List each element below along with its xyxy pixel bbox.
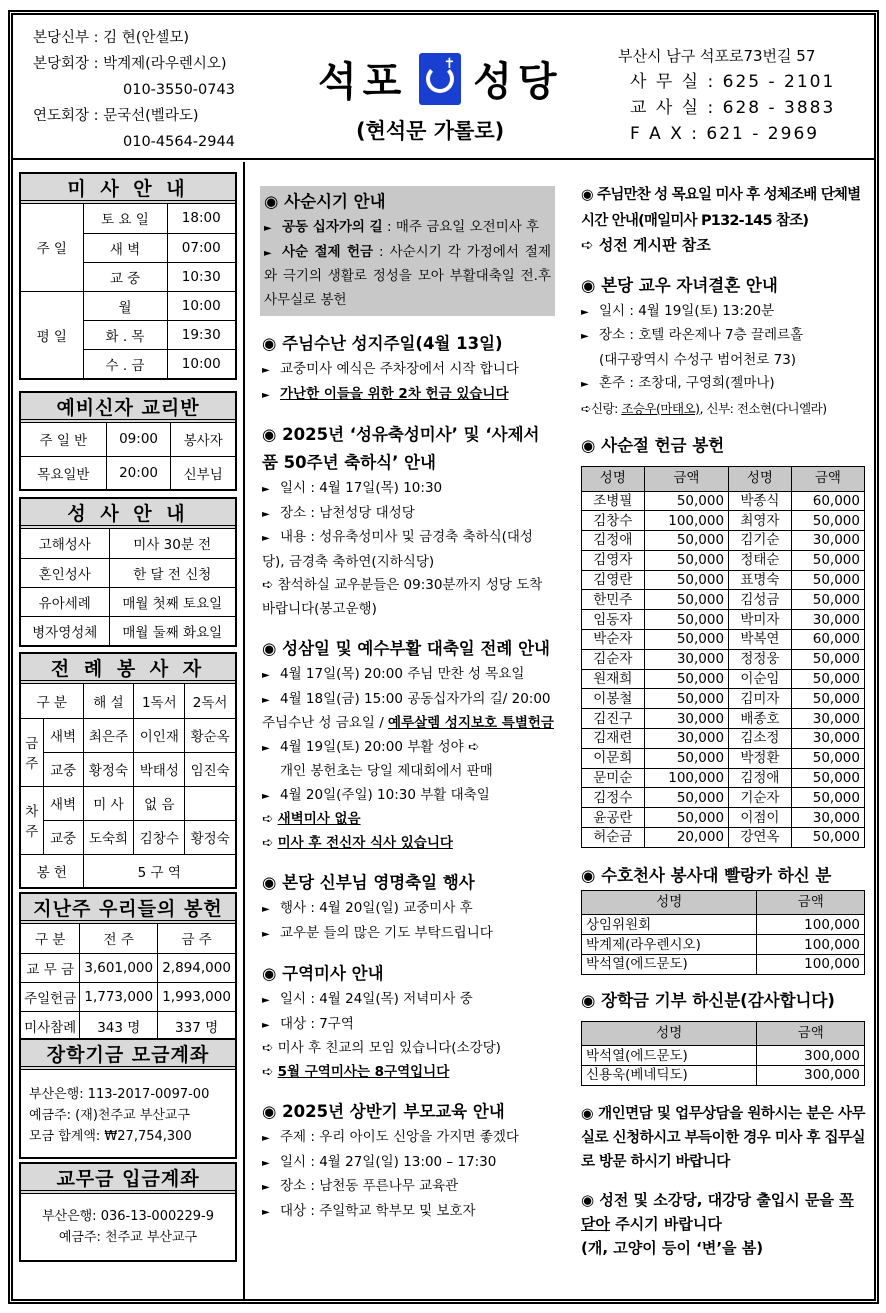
table-row: 이봉철 50,000 김미자 50,000 [582, 689, 865, 709]
sacraments-box [19, 497, 237, 647]
title-right: 성당 [473, 59, 563, 105]
right-column [581, 182, 865, 1260]
table-row: 김정애 50,000 김기순 30,000 [582, 531, 865, 551]
mass-schedule-table: 주 일 토 요 일 18:00 새 벽 07:00 교 중 10:30 평 일 월 10:00 화 . 목 19:30 수 . 금 10:00 [21, 204, 235, 378]
council-chair-phone: 010-3550-0743 [123, 82, 235, 98]
title-left: 석포 [318, 59, 408, 105]
table-row: 김창수 100,000 최영자 50,000 [582, 511, 865, 531]
contact-info [618, 43, 835, 147]
triduum-section: ◉ 성삼일 및 예수부활 대축일 전례 안내 ► 4월 17일(목) 20:00 주님 만찬 성 목요일 ► 4월 18일(금) 15:00 공동십자가의 길/ 20:00 주님수난 성 금요일 / 예루살렘 성지보호 특별헌금 ► 4월 19일(토) 20:00 부활 성야 ➪ 개인 봉헌초는 당일 제대회에서 판매 ► 4월 20일(주일) 10:30 부활 대축일 ➪ 새벽미사 없음 ➪ 미사 후 전신자 식사 있습니다 [262, 639, 554, 851]
weekly-offerings-table: 구 분 전 주 금 주 교 무 금 3,601,000 2,894,000 주일헌금 1,773,000 1,993,000 미사참례 343 명 337 명 [21, 924, 235, 1040]
scholarship-donors-table: 성명 금액 박석열(에드문도) 300,000 신용욱(베네딕도) 300,000 [581, 1021, 865, 1086]
feast-section: ◉ 본당 신부님 영명축일 행사 ► 행사 : 4월 20일(일) 교중미사 후 ► 교우분 들의 많은 기도 부탁드립니다 [262, 873, 493, 941]
palm-sunday-section: ◉ 주님수난 성지주일(4월 13일) ► 교중미사 예식은 주차장에서 시작 합니다 ► 가난한 이들을 위한 2차 헌금 있습니다 [262, 334, 519, 402]
lent-section: ◉ 사순시기 안내 ► 공동 십자가의 길 : 매주 금요일 오전미사 후 ► 사순 절제 헌금 : 사순시기 각 가정에서 절제와 극기의 생활로 정성을 모아 부활대축일 전.후 사무실로 봉헌 [260, 186, 555, 316]
yeondo-chair: 연도회장 : 문국선(벨라도) [33, 108, 199, 124]
wedding-section: ◉ 본당 교우 자녀결혼 안내 ► 일시 : 4월 19일(토) 13:20분 ► 장소 : 호텔 라온제나 7층 끌레르홀 (대구광역시 수성구 범어천로 73) ► 혼주 : 조창대, 구영희(젤마나) ➪신랑: 조승우(마태오), 신부: 전소현(다니엘라) [581, 275, 827, 416]
weekly-offerings-title: 지난주 우리들의 봉헌 [21, 894, 235, 924]
content-area [247, 162, 874, 1299]
leadership-info [33, 25, 235, 155]
parish-title [318, 50, 563, 107]
scholarship-account-title: 장학기금 모금계좌 [21, 1040, 235, 1070]
table-row: 허순금 20,000 강연옥 50,000 [582, 828, 865, 848]
address: 부산시 남구 석포로73번길 57 [618, 47, 816, 65]
catechumen-table: 주 일 반 09:00 봉사자 목요일반 20:00 신부님 [21, 423, 235, 489]
counsel-notice: ◉ 개인면담 및 업무상담을 원하시는 분은 사무실로 신청하시고 부득이한 경우 미사 후 집무실로 방문 하시기 바랍니다 [581, 1105, 865, 1170]
table-row: 김순자 30,000 정정웅 50,000 [582, 649, 865, 669]
bulletin-page [8, 10, 879, 1304]
table-row: 김정수 50,000 기순자 50,000 [582, 788, 865, 808]
door-notice: ◉ 성전 및 소강당, 대강당 출입시 문을 꼭 닫아 주시기 바랍니다 (개, 고양이 등이 ‘변’을 봄) [581, 1190, 854, 1257]
lent-offering-table: 성명 금액 성명 금액 조병필 50,000 박종식 60,000 김창수 100,000 최영자 50,000 김정애 50,000 김기순 30,000 김영자 50,000 정태순 50,000 김영란 50,000 표명숙 50,000 한민주 50,000 김성금 50,000 임동자 50,000 박미자 30,000 박순자 50,000 박복연 60,000 김순자 30,000 정정웅 50,000 원재희 50,000 이순임 50,000 이봉철 50,000 김미자 50,000 김진구 30,000 배종호 30,000 김재련 30,000 김소정 30,000 이문희 50,000 박정환 50,000 문미순 100,000 김정애 50,000 김정수 50,000 기순자 50,000 윤공란 50,000 이점이 30,000 허순금 20,000 강연옥 50,000 [581, 466, 865, 848]
table-row: 김영란 50,000 표명숙 50,000 [582, 570, 865, 590]
table-row: 윤공란 50,000 이점이 30,000 [582, 808, 865, 828]
sacraments-table: 고해성사 미사 30분 전 혼인성사 한 달 전 신청 유아세례 매월 첫째 토요일 병자영성체 매월 둘째 화요일 [21, 529, 235, 645]
patron-subtitle: (현석문 가롤로) [356, 119, 505, 143]
phone-fax: F A X : 621 - 2969 [630, 124, 820, 144]
table-row: 김영자 50,000 정태순 50,000 [582, 550, 865, 570]
parent-education-section: ◉ 2025년 상반기 부모교육 안내 ► 주제 : 우리 아이도 신앙을 가지면 좋겠다 ► 일시 : 4월 27일(일) 13:00 – 17:30 ► 장소 : 남천동 푸른나무 교육관 ► 대상 : 주일학교 학부모 및 보호자 [262, 1102, 519, 1219]
middle-column [262, 186, 555, 1224]
table-row: 조병필 50,000 박종식 60,000 [582, 491, 865, 511]
mass-schedule-box [19, 172, 237, 380]
table-row: 박순자 50,000 박복연 60,000 [582, 630, 865, 650]
phone-teacher: 교 사 실 : 628 - 3883 [630, 98, 836, 118]
liturgy-ministers-box [19, 652, 237, 889]
scholarship-account-box [19, 1038, 237, 1159]
district-mass-section: ◉ 구역미사 안내 ► 일시 : 4월 24일(목) 저녁미사 중 ► 대상 : 7구역 ➪ 미사 후 친교의 모임 있습니다(소강당) ➪ 5월 구역미사는 8구역입니다 [262, 964, 501, 1080]
guardian-angels-table: 성명 금액 상임위원회 100,000 박계제(라우렌시오) 100,000 박석열(에드문도) 100,000 [581, 890, 865, 975]
liturgy-title: 전 례 봉 사 자 [21, 654, 235, 684]
chrism-mass-section: ◉ 2025년 ‘성유축성미사’ 및 ‘사제서품 50주년 축하식’ 안내 ► 일시 : 4월 17일(목) 10:30 ► 장소 : 남천성당 대성당 ► 내용 : 성유축성미사 및 금경축 축하식(대성당), 금경축 축하연(지하식당) ➪ 참석하실 교우분들은 09:30분까지 성당 도착바랍니다(봉고운행) [262, 425, 543, 617]
dues-account-details: 부산은행: 036-13-000229-9 예금주: 천주교 부산교구 [41, 1209, 215, 1245]
lent-offering-section: ◉ 사순절 헌금 봉헌 성명 금액 성명 금액 조병필 50,000 박종식 60,000 김창수 100,000 최영자 50,000 김정애 50,000 김기순 30,000 김영자 50,000 정태순 50,000 김영란 50,000 표명숙 50,000 한민주 50,000 김성금 50,000 임동자 50,000 박미자 30,000 박순자 50,000 박복연 60,000 김순자 30,000 정정웅 50,000 원재희 50,000 이순임 50,000 이봉철 50,000 김미자 50,000 김진구 30,000 배종호 30,000 김재련 30,000 김소정 30,000 이문희 50,000 박정환 50,000 문미순 100,000 김정애 50,000 김정수 50,000 기순자 50,000 윤공란 50,000 이점이 30,000 허순금 20,000 강연옥 50,000 [581, 432, 865, 848]
yeondo-chair-phone: 010-4564-2944 [123, 134, 235, 150]
council-chair: 본당회장 : 박계제(라우렌시오) [33, 56, 227, 72]
catechumen-box [19, 391, 237, 491]
table-row: 한민주 50,000 김성금 50,000 [582, 590, 865, 610]
phone-office: 사 무 실 : 625 - 2101 [630, 72, 836, 92]
mass-schedule-title: 미 사 안 내 [21, 174, 235, 204]
weekly-offerings-box [19, 892, 237, 1042]
pastor: 본당신부 : 김 현(안셀모) [33, 30, 190, 46]
sacraments-title: 성 사 안 내 [21, 499, 235, 529]
bulletin-header [13, 15, 874, 160]
left-column [13, 162, 245, 1299]
table-row: 김진구 30,000 배종호 30,000 [582, 709, 865, 729]
table-row: 이문희 50,000 박정환 50,000 [582, 748, 865, 768]
table-row: 원재희 50,000 이순임 50,000 [582, 669, 865, 689]
parish-logo-icon: ✝ [419, 53, 461, 105]
scholarship-account-details: 부산은행: 113-2017-0097-00 예금주: (재)천주교 부산교구 모금 합계액: ₩27,754,300 [29, 1087, 210, 1144]
scholarship-donors-section: ◉ 장학금 기부 하신분(감사합니다) 성명 금액 박석열(에드문도) 300,000 신용욱(베네딕도) 300,000 [581, 987, 865, 1086]
guardian-angels-section: ◉ 수호천사 봉사대 빨랑카 하신 분 성명 금액 상임위원회 100,000 박계제(라우렌시오) 100,000 박석열(에드문도) 100,000 [581, 862, 865, 975]
liturgy-table: 구 분 해 설 1독서 2독서 금주 새벽 최은주 이인재 황순옥 교중 황정숙 박태성 임진숙 차주 새벽 미 사 없 음 교중 도숙희 김창수 황정숙 봉 헌 5 구 역 [21, 684, 235, 887]
table-row: 문미순 100,000 김정애 50,000 [582, 768, 865, 788]
adoration-section: ◉ 주님만찬 성 목요일 미사 후 성체조배 단체별 시간 안내(매일미사 P132-145 참조) ➪ 성전 게시판 참조 [581, 187, 861, 254]
dues-account-box [19, 1162, 237, 1262]
catechumen-title: 예비신자 교리반 [21, 393, 235, 423]
table-row: 김재련 30,000 김소정 30,000 [582, 729, 865, 749]
dues-account-title: 교무금 입금계좌 [21, 1164, 235, 1194]
table-row: 임동자 50,000 박미자 30,000 [582, 610, 865, 630]
